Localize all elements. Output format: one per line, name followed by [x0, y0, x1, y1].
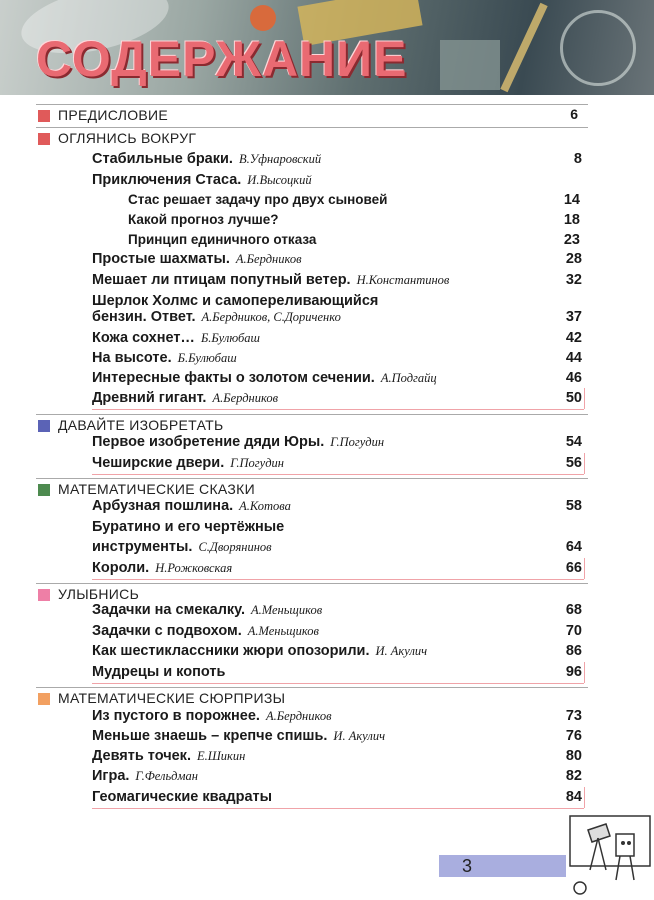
telescope-illustration: [560, 800, 654, 900]
toc-entry[interactable]: [92, 768, 582, 788]
entry-title-line: [92, 272, 449, 288]
toc-entry[interactable]: [92, 498, 582, 518]
entry-author: Б.Булюбаш: [200, 331, 260, 345]
entry-author: А.Подгайц: [380, 371, 437, 385]
section-divider: [36, 104, 588, 105]
entry-title: Задачки с подвохом.: [92, 623, 242, 639]
entry-page: 84: [565, 789, 582, 805]
section-end-line: [584, 662, 585, 683]
entry-title: Из пустого в порожнее.: [92, 708, 260, 724]
section-matematicheskie-syurprizy[interactable]: [36, 687, 588, 707]
section-end-line: [92, 683, 584, 684]
entry-title-line: [92, 560, 232, 576]
entry-title: Арбузная пошлина.: [92, 498, 234, 514]
section-marker-icon: [38, 589, 50, 601]
entry-author: Г.Фельдман: [135, 769, 198, 783]
section-divider: [36, 127, 588, 128]
entry-author: Б.Булюбаш: [177, 351, 237, 365]
section-page: 6: [570, 106, 578, 122]
entry-title-line: [92, 151, 321, 167]
entry-title: Геомагические квадраты: [92, 789, 273, 805]
entry-title: Какой прогноз лучше?: [128, 212, 279, 227]
entry-author: И. Акулич: [333, 729, 386, 743]
entry-title: Меньше знаешь – крепче спишь.: [92, 728, 328, 744]
entry-page: 64: [565, 539, 582, 555]
entry-title: Стабильные браки.: [92, 151, 233, 167]
section-title: МАТЕМАТИЧЕСКИЕ СКАЗКИ: [58, 481, 255, 497]
entry-page: 58: [565, 498, 582, 514]
entry-title: Игра.: [92, 768, 130, 784]
entry-title-line: [92, 390, 278, 406]
toc-entry[interactable]: [92, 519, 582, 539]
section-end-line: [92, 808, 584, 809]
entry-author: А.Бердников: [212, 391, 279, 405]
entry-title: Стас решает задачу про двух сыновей: [128, 192, 388, 207]
entry-title: Девять точек.: [92, 748, 191, 764]
entry-title: Как шестиклассники жюри опозорили.: [92, 643, 370, 659]
entry-title: Первое изобретение дяди Юры.: [92, 434, 325, 450]
entry-title: Задачки на смекалку.: [92, 602, 245, 618]
section-oglyanis-vokrug[interactable]: [36, 127, 588, 147]
toc-entry[interactable]: [92, 350, 582, 370]
entry-author: А.Бердников, С.Дориченко: [201, 310, 341, 324]
entry-title-line: [92, 370, 437, 386]
entry-page: 23: [563, 232, 580, 248]
entry-title: Простые шахматы.: [92, 251, 230, 267]
page-number-bar: [439, 855, 566, 877]
entry-page: 54: [565, 434, 582, 450]
entry-title: инструменты.: [92, 539, 193, 555]
entry-title: Интересные факты о золотом сечении.: [92, 370, 375, 386]
entry-title: Буратино и его чертёжные: [92, 519, 285, 535]
toc-entry[interactable]: [92, 664, 582, 684]
entry-page: 37: [565, 309, 582, 325]
entry-title-line: [92, 434, 384, 450]
section-end-line: [92, 579, 584, 580]
entry-page: 96: [565, 664, 582, 680]
page-number: 3: [462, 856, 473, 876]
toc-entry[interactable]: [92, 602, 582, 622]
entry-page: 18: [563, 212, 580, 228]
entry-page: 76: [565, 728, 582, 744]
toc-entry[interactable]: [92, 434, 582, 454]
entry-page: 66: [565, 560, 582, 576]
entry-title: Короли.: [92, 560, 150, 576]
toc-entry[interactable]: [92, 789, 582, 809]
entry-title-line: [92, 623, 319, 639]
section-marker-icon: [38, 693, 50, 705]
entry-title-line: [92, 768, 198, 784]
entry-title-line: [92, 172, 312, 188]
section-davaite-izobretat[interactable]: [36, 414, 588, 434]
entry-page: 50: [565, 390, 582, 406]
toc-entry[interactable]: [92, 643, 582, 663]
entry-page: 28: [565, 251, 582, 267]
entry-title: Принцип единичного отказа: [128, 232, 317, 247]
entry-author: Н.Рожковская: [155, 561, 233, 575]
entry-title-line: [92, 602, 322, 618]
toc-entry[interactable]: [92, 272, 582, 292]
section-end-line: [92, 474, 584, 475]
entry-page: 32: [565, 272, 582, 288]
entry-author: Н.Константинов: [356, 273, 450, 287]
section-predislovie[interactable]: [36, 104, 588, 124]
section-title: УЛЫБНИСЬ: [58, 586, 140, 602]
entry-title: Мудрецы и копоть: [92, 664, 226, 680]
entry-title-line: [92, 643, 427, 659]
toc-entry[interactable]: [92, 728, 582, 748]
entry-title-line: [92, 455, 284, 471]
entry-title-line: [92, 498, 291, 514]
entry-page: 80: [565, 748, 582, 764]
section-end-line: [584, 453, 585, 474]
section-divider: [36, 687, 588, 688]
section-marker-icon: [38, 110, 50, 122]
toc-entry[interactable]: [92, 309, 582, 329]
entry-title: Шерлок Холмс и самопереливающийся: [92, 293, 379, 309]
entry-title-line: [92, 330, 260, 346]
entry-page: 86: [565, 643, 582, 659]
toc-entry[interactable]: [92, 330, 582, 350]
entry-page: 46: [565, 370, 582, 386]
toc-entry[interactable]: [92, 539, 582, 559]
entry-author: А.Меньщиков: [251, 603, 323, 617]
entry-title: Приключения Стаса.: [92, 172, 242, 188]
toc-entry[interactable]: [92, 623, 582, 643]
entry-author: А.Бердников: [235, 252, 302, 266]
page-title: СОДЕРЖАНИЕ: [36, 31, 408, 87]
entry-title-line: [92, 251, 302, 267]
toc-subentry[interactable]: [128, 212, 580, 232]
toc-entry[interactable]: [92, 172, 582, 192]
section-title: ДАВАЙТЕ ИЗОБРЕТАТЬ: [58, 417, 224, 433]
entry-author: Г.Погудин: [330, 435, 385, 449]
entry-title: Древний гигант.: [92, 390, 207, 406]
entry-author: И. Акулич: [375, 644, 428, 658]
entry-title-line: [92, 708, 332, 724]
entry-page: 44: [565, 350, 582, 366]
section-title: ОГЛЯНИСЬ ВОКРУГ: [58, 130, 197, 146]
toc-entry[interactable]: [92, 560, 582, 580]
entry-author: Г.Погудин: [230, 456, 284, 470]
section-marker-icon: [38, 484, 50, 496]
entry-title-line: [92, 748, 245, 764]
entry-title-line: [92, 539, 272, 555]
entry-page: 73: [565, 708, 582, 724]
toc-entry[interactable]: [92, 708, 582, 728]
section-matematicheskie-skazki[interactable]: [36, 478, 588, 498]
entry-author: А.Котова: [239, 499, 291, 513]
section-end-line: [584, 558, 585, 579]
entry-page: 70: [565, 623, 582, 639]
entry-title: На высоте.: [92, 350, 172, 366]
section-ulybnis[interactable]: [36, 583, 588, 603]
entry-title: бензин. Ответ.: [92, 309, 196, 325]
entry-author: Е.Шикин: [196, 749, 246, 763]
entry-author: И.Высоцкий: [247, 173, 312, 187]
entry-title: Чеширские двери.: [92, 455, 225, 471]
section-end-line: [92, 409, 584, 410]
entry-page: 8: [573, 151, 582, 167]
toc-entry[interactable]: [92, 151, 582, 171]
toc-entry[interactable]: [92, 251, 582, 271]
entry-author: А.Бердников: [265, 709, 332, 723]
entry-title-line: [92, 309, 341, 325]
entry-title-line: [92, 728, 385, 744]
entry-title-line: [92, 350, 237, 366]
section-marker-icon: [38, 133, 50, 145]
toc-subentry[interactable]: [128, 232, 580, 252]
entry-page: 42: [565, 330, 582, 346]
entry-author: В.Уфнаровский: [238, 152, 322, 166]
toc-entry[interactable]: [92, 455, 582, 475]
section-title: МАТЕМАТИЧЕСКИЕ СЮРПРИЗЫ: [58, 690, 286, 706]
entry-author: С.Дворянинов: [198, 540, 272, 554]
entry-page: 68: [565, 602, 582, 618]
entry-page: 56: [565, 455, 582, 471]
section-divider: [36, 478, 588, 479]
section-end-line: [584, 388, 585, 409]
entry-page: 14: [563, 192, 580, 208]
entry-title: Мешает ли птицам попутный ветер.: [92, 272, 351, 288]
toc-entry[interactable]: [92, 370, 582, 390]
section-marker-icon: [38, 420, 50, 432]
toc-entry[interactable]: [92, 390, 582, 410]
toc-entry[interactable]: [92, 748, 582, 768]
toc-subentry[interactable]: [128, 192, 580, 212]
entry-author: А.Меньщиков: [247, 624, 319, 638]
section-divider: [36, 414, 588, 415]
entry-page: 82: [565, 768, 582, 784]
entry-title: Кожа сохнет…: [92, 330, 195, 346]
section-divider: [36, 583, 588, 584]
section-title: ПРЕДИСЛОВИЕ: [58, 107, 169, 123]
